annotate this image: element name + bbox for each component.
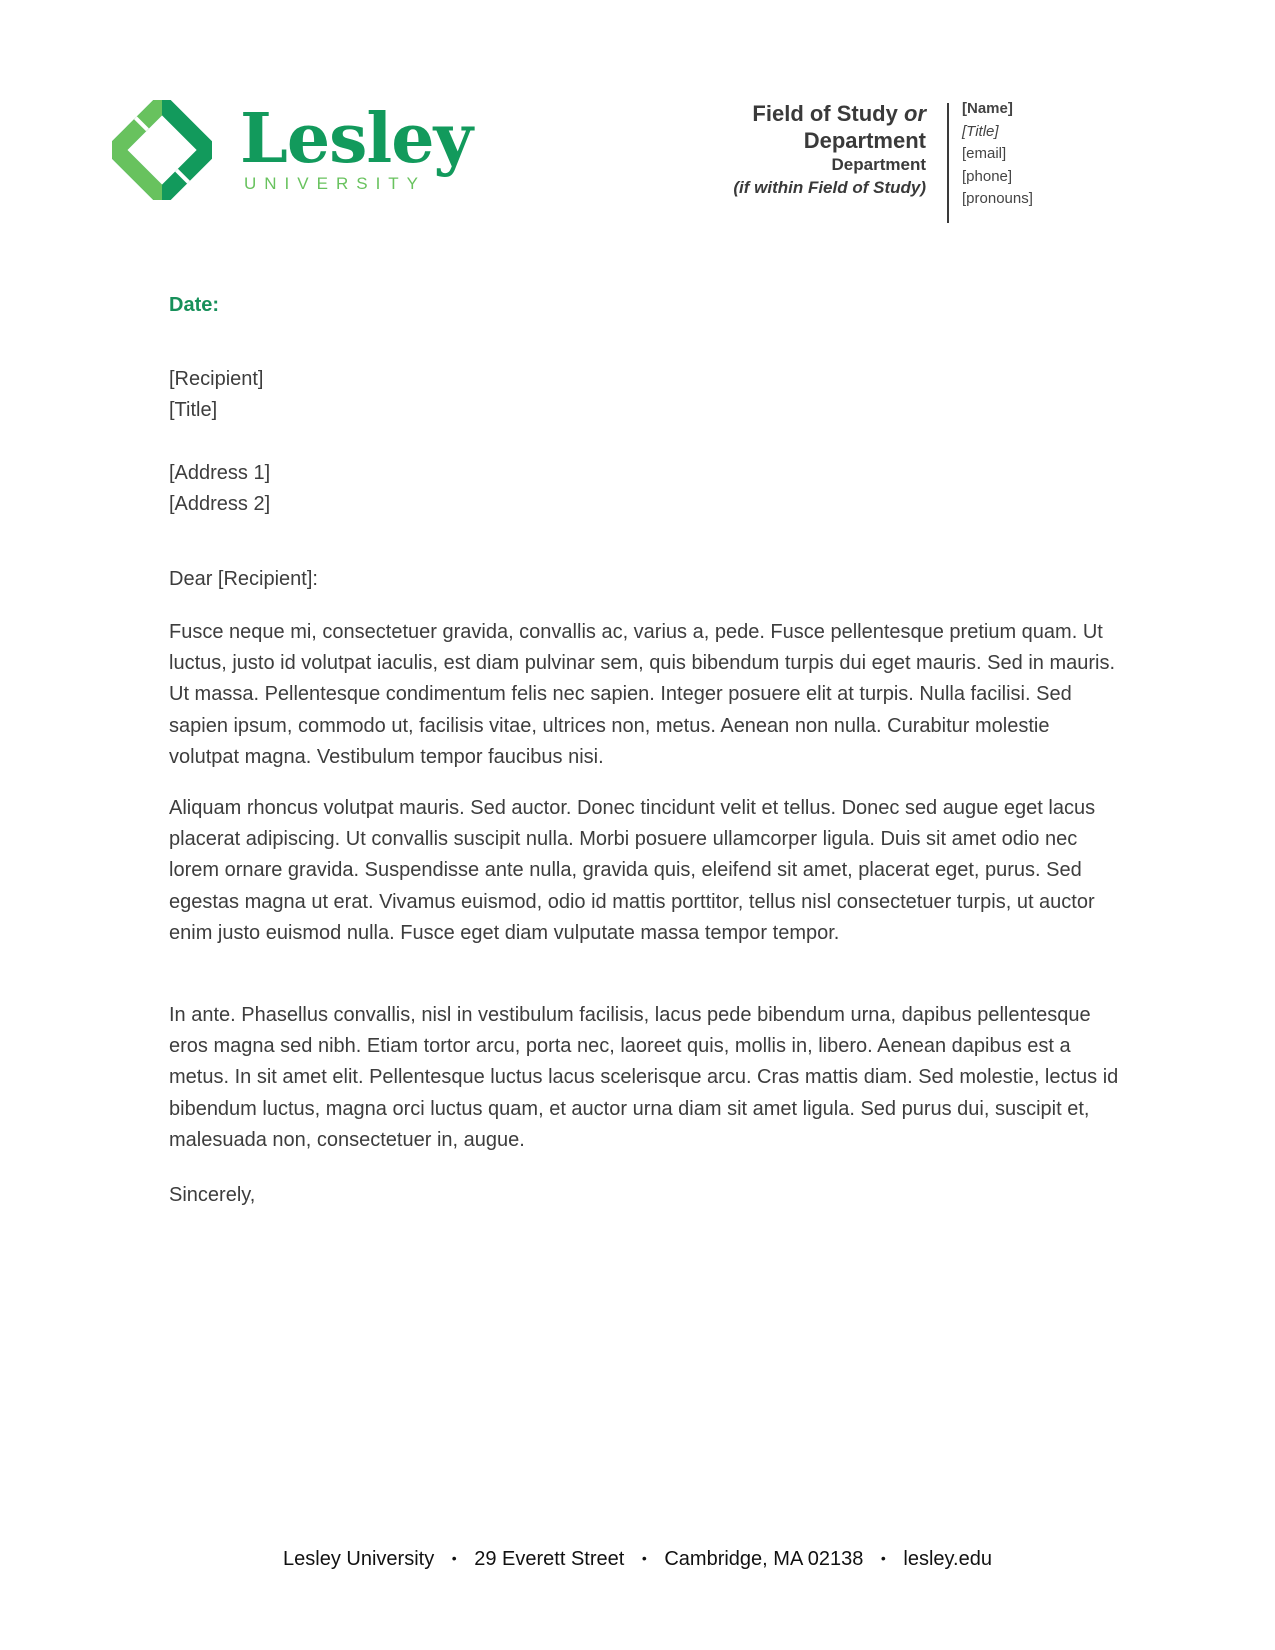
dept-line-4: (if within Field of Study) [733, 178, 926, 197]
address-line-2: [Address 2] [169, 493, 271, 515]
department-block [733, 100, 926, 200]
address-line-1: [Address 1] [169, 462, 271, 484]
or-text: or [904, 101, 926, 126]
contact-email: [email] [962, 145, 1007, 162]
contact-phone: [phone] [962, 167, 1013, 185]
recipient-title: [Title] [169, 399, 218, 421]
lesley-diamond-logo-icon [112, 100, 212, 200]
footer-website-link[interactable]: lesley.edu [903, 1548, 992, 1570]
logo-wordmark: Lesley [240, 99, 472, 179]
recipient-name: [Recipient] [169, 368, 264, 390]
footer-org: Lesley University [283, 1548, 435, 1570]
dept-line-1 [733, 100, 926, 127]
body-paragraph-1: Fusce neque mi, consectetuer gravida, convallis ac, varius a, pede. Fusce pellentesque pretium quam. Ut luctus, justo id volutpat iaculis, est diam pulvinar sem, quis bibendum turpis dui eget mauris. Sed in mauris. Ut massa. Pellentesque condimentum felis nec sapien. Integer posuere elit at turpis. Nulla facilisi. Sed sapien ipsum, commodo ut, facilisis vitae, ultrices non, metus. Aenean non nulla. Curabitur molestie volutpat magna. Vestibulum tempor faucibus nisi. [169, 621, 1116, 768]
closing: Sincerely, [169, 1184, 256, 1206]
salutation: Dear [Recipient]: [169, 568, 318, 590]
footer-street: 29 Everett Street [474, 1548, 625, 1570]
dept-line-3: Department [831, 155, 926, 174]
footer-separator: • [641, 1550, 647, 1566]
date-label: Date: [169, 294, 220, 316]
footer-separator: • [880, 1550, 886, 1566]
lesley-logo [112, 100, 472, 200]
contact-title: [Title] [962, 122, 999, 140]
body-paragraph-2: Aliquam rhoncus volutpat mauris. Sed auctor. Donec tincidunt velit et tellus. Donec sed augue eget lacus placerat adipiscing. Ut convallis suscipit nulla. Morbi posuere ullamcorper ligula. Duis sit amet odio nec lorem ornare gravida. Suspendisse ante nulla, gravida quis, eleifend sit amet, placerat eget, purus. Sed egestas magna ut erat. Vivamus euismod, odio id mattis porttitor, tellus nisl consectetuer turpis, ut auctor enim justo euismod nulla. Fusce eget diam vulputate massa tempor tempor. [169, 797, 1096, 944]
dept-line-2: Department [803, 128, 926, 153]
contact-name: [Name] [962, 100, 1013, 117]
body-paragraph-3: In ante. Phasellus convallis, nisl in vestibulum facilisis, lacus pede bibendum urna, dapibus pellentesque eros magna sed nibh. Etiam tortor arcu, porta nec, laoreet quis, mollis in, libero. Aenean dapibus est a metus. In sit amet elit. Pellentesque luctus lacus scelerisque arcu. Cras mattis diam. Sed molestie, lectus id bibendum luctus, magna orci luctus quam, et auctor urna diam sit amet ligula. Sed purus dui, suscipit et, malesuada non, consectetuer in, augue. [169, 1004, 1119, 1151]
field-of-study-text: Field of Study [752, 101, 898, 126]
contact-block [962, 98, 1033, 211]
contact-pronouns: [pronouns] [962, 190, 1033, 207]
footer-address [0, 1548, 1275, 1571]
logo-subword: UNIVERSITY [244, 174, 427, 193]
header-divider [947, 103, 949, 223]
footer-separator: • [451, 1550, 457, 1566]
footer-city: Cambridge, MA 02138 [664, 1548, 864, 1570]
